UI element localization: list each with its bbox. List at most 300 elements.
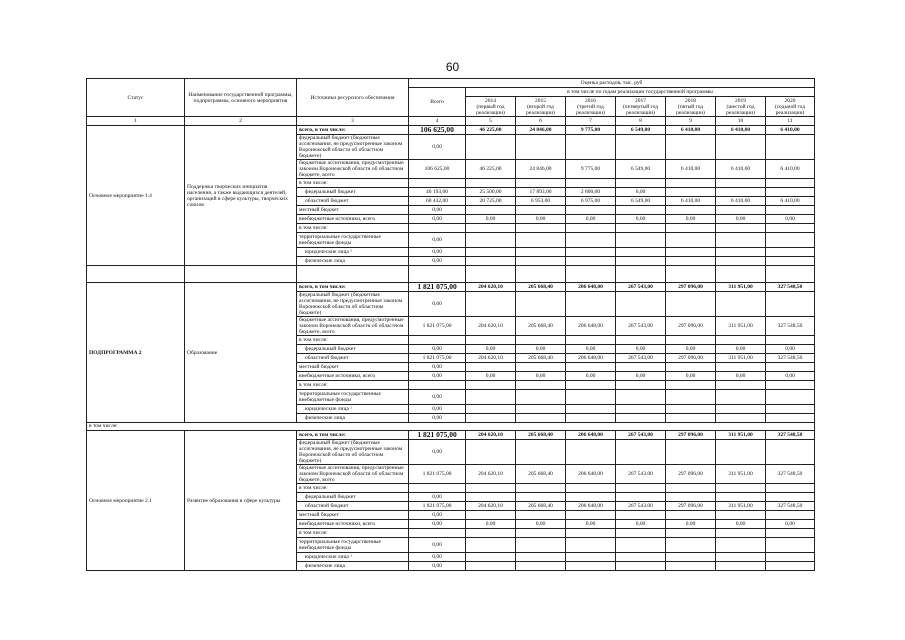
value-year: 204 620,10	[466, 502, 516, 511]
value-year	[666, 363, 716, 372]
value-total: 1 821 075,00	[409, 354, 466, 363]
header-year-2015	[516, 97, 566, 117]
value-year	[616, 257, 666, 266]
value-total: 0,00	[409, 414, 466, 423]
value-year: 267 543,00	[616, 317, 666, 336]
value-total: 1 821 075,00	[409, 283, 466, 292]
value-year	[516, 405, 566, 414]
value-year	[766, 381, 815, 390]
value-year: 0,00	[666, 372, 716, 381]
value-year	[666, 511, 716, 520]
source-label: в том числе:	[297, 224, 409, 233]
value-total	[409, 381, 466, 390]
value-year: 0,00	[766, 520, 815, 529]
value-year	[716, 493, 766, 502]
value-year	[516, 553, 566, 562]
value-year: 327 548,50	[766, 283, 815, 292]
source-label: федеральный бюджет	[297, 345, 409, 354]
value-year	[566, 224, 616, 233]
value-year	[566, 529, 616, 538]
value-year: 267 543,00	[616, 283, 666, 292]
value-year: 6 549,00	[616, 160, 666, 179]
value-year: 6 410,00	[666, 160, 716, 179]
including-label: в том числе:	[87, 423, 815, 431]
value-total: 0,00	[409, 248, 466, 257]
value-year	[666, 493, 716, 502]
value-year	[566, 562, 616, 571]
spacer-row	[87, 266, 815, 283]
value-year	[766, 529, 815, 538]
value-year	[766, 292, 815, 317]
value-year: 0,00	[616, 372, 666, 381]
value-year: 327 548,50	[766, 502, 815, 511]
value-year: 6 953,00	[516, 197, 566, 206]
column-number: 10	[716, 117, 766, 126]
header-year-2019	[716, 97, 766, 117]
value-year	[516, 538, 566, 553]
value-year: 0,00	[716, 372, 766, 381]
empty-cell	[466, 266, 516, 283]
value-year	[516, 414, 566, 423]
source-label: физические лица	[297, 414, 409, 423]
column-number: 7	[566, 117, 616, 126]
source-label: федеральный бюджет (бюджетные ассигнования, не предусмотренные законом Воронежской области об областном бюджете)	[297, 440, 409, 465]
empty-cell	[185, 266, 297, 283]
value-year: 311 951,00	[716, 317, 766, 336]
value-year: 311 951,00	[716, 283, 766, 292]
value-year: 9 775,00	[566, 160, 616, 179]
value-total: 0,00	[409, 233, 466, 248]
value-total: 0,00	[409, 520, 466, 529]
value-total: 0,00	[409, 562, 466, 571]
value-year	[566, 292, 616, 317]
value-year	[716, 224, 766, 233]
value-year	[716, 248, 766, 257]
value-year: 204 620,10	[466, 283, 516, 292]
value-total: 1 821 075,00	[409, 465, 466, 484]
value-year	[516, 562, 566, 571]
value-year: 6 410,00	[766, 160, 815, 179]
header-year-number: 2019	[735, 97, 746, 104]
value-year: 0,00	[716, 520, 766, 529]
value-year	[716, 529, 766, 538]
value-year	[566, 336, 616, 345]
value-year: 0,00	[566, 215, 616, 224]
value-year: 267 543,00	[616, 354, 666, 363]
value-year: 9 775,00	[566, 126, 616, 135]
value-total	[409, 336, 466, 345]
value-year	[466, 440, 516, 465]
value-year	[466, 257, 516, 266]
source-label: бюджетные ассигнования, предусмотренные законом Воронежской области об областном бюджете, всего	[297, 160, 409, 179]
value-year	[666, 390, 716, 405]
empty-cell	[766, 266, 815, 283]
value-year: 6 410,00	[716, 160, 766, 179]
value-year	[566, 405, 616, 414]
value-year: 24 846,00	[516, 126, 566, 135]
value-year: 6 410,00	[766, 126, 815, 135]
value-year	[466, 405, 516, 414]
value-year	[716, 553, 766, 562]
source-label: всего, в том числе:	[297, 283, 409, 292]
header-year-label: (четвертый год реализации)	[622, 103, 659, 116]
value-year: 6 410,00	[666, 126, 716, 135]
value-year: 327 548,50	[766, 465, 815, 484]
value-year	[666, 224, 716, 233]
value-year	[716, 484, 766, 493]
value-year: 0,00	[516, 520, 566, 529]
value-year	[766, 405, 815, 414]
value-year	[466, 336, 516, 345]
value-total: 1 821 075,00	[409, 431, 466, 440]
source-label: юридические лица ¹	[297, 553, 409, 562]
value-total	[409, 529, 466, 538]
source-label: федеральный бюджет (бюджетные ассигнования, не предусмотренные законом Воронежской области об областном бюджете)	[297, 135, 409, 160]
value-year	[716, 562, 766, 571]
value-year	[716, 405, 766, 414]
value-year	[466, 248, 516, 257]
value-year	[766, 179, 815, 188]
header-year-label: (первый год реализации)	[476, 103, 505, 116]
value-year	[466, 511, 516, 520]
value-total: 0,00	[409, 135, 466, 160]
value-year: 327 548,50	[766, 431, 815, 440]
value-year	[716, 135, 766, 160]
value-year	[666, 188, 716, 197]
source-label: внебюджетные источники, всего	[297, 215, 409, 224]
header-year-2014	[466, 97, 516, 117]
value-year	[516, 493, 566, 502]
value-year	[716, 511, 766, 520]
value-year	[766, 336, 815, 345]
source-label: всего, в том числе:	[297, 431, 409, 440]
source-label: территориальные государственные внебюджетные фонды	[297, 390, 409, 405]
value-year	[516, 135, 566, 160]
value-year	[616, 493, 666, 502]
value-year	[566, 493, 616, 502]
value-year	[566, 233, 616, 248]
value-total: 1 821 075,00	[409, 502, 466, 511]
value-year: 204 620,10	[466, 317, 516, 336]
value-year	[516, 390, 566, 405]
value-total: 106 625,00	[409, 160, 466, 179]
value-year	[766, 562, 815, 571]
header-year-number: 2015	[535, 97, 546, 104]
value-year	[716, 336, 766, 345]
value-year	[466, 363, 516, 372]
source-label: физические лица	[297, 562, 409, 571]
value-year: 205 668,40	[516, 431, 566, 440]
value-year: 6 549,00	[616, 126, 666, 135]
value-year	[766, 206, 815, 215]
value-year	[566, 538, 616, 553]
value-year	[666, 206, 716, 215]
value-year	[616, 440, 666, 465]
header-year-number: 2016	[585, 97, 596, 104]
value-year	[666, 257, 716, 266]
value-year	[466, 224, 516, 233]
value-year	[566, 414, 616, 423]
header-name: Наименование государственной программы, подпрограммы, основного мероприятия	[185, 79, 297, 117]
value-year: 204 620,10	[466, 431, 516, 440]
value-year	[616, 414, 666, 423]
value-year	[616, 206, 666, 215]
value-year	[666, 538, 716, 553]
row-name: Развитие образования в сфере культуры	[185, 431, 297, 571]
value-year	[766, 135, 815, 160]
source-label: федеральный бюджет (бюджетные ассигнования, не предусмотренные законом Воронежской области об областном бюджете)	[297, 292, 409, 317]
value-year	[666, 562, 716, 571]
header-source: Источники ресурсного обеспечения	[297, 79, 409, 117]
column-number: 6	[516, 117, 566, 126]
value-year	[466, 414, 516, 423]
source-label: территориальные государственные внебюджетные фонды	[297, 233, 409, 248]
value-year: 6 410,00	[666, 197, 716, 206]
row-name: Образование	[185, 283, 297, 423]
value-year	[766, 484, 815, 493]
header-year-label: (третий год реализации)	[576, 103, 605, 116]
value-year	[466, 562, 516, 571]
value-year: 311 951,00	[716, 465, 766, 484]
value-year	[766, 440, 815, 465]
value-year	[666, 381, 716, 390]
value-total	[409, 179, 466, 188]
value-year	[516, 224, 566, 233]
source-label: внебюджетные источники, всего	[297, 372, 409, 381]
value-year	[516, 363, 566, 372]
value-total	[409, 484, 466, 493]
value-year	[566, 511, 616, 520]
empty-cell	[297, 266, 409, 283]
value-year	[666, 292, 716, 317]
source-label: физические лица	[297, 257, 409, 266]
value-year	[716, 381, 766, 390]
value-year	[766, 188, 815, 197]
value-year	[666, 405, 716, 414]
value-year: 0,00	[616, 188, 666, 197]
value-year	[466, 553, 516, 562]
value-year: 267 543,00	[616, 431, 666, 440]
source-label: бюджетные ассигнования, предусмотренные законом Воронежской области об областном бюджете, всего	[297, 317, 409, 336]
value-year	[566, 179, 616, 188]
value-total	[409, 224, 466, 233]
value-year: 0,00	[616, 215, 666, 224]
value-year: 297 096,00	[666, 283, 716, 292]
table-row	[87, 126, 815, 135]
value-year	[766, 224, 815, 233]
page-number: 60	[445, 60, 460, 74]
value-year	[716, 390, 766, 405]
value-year: 2 800,00	[566, 188, 616, 197]
value-year: 205 668,40	[516, 283, 566, 292]
value-year	[766, 414, 815, 423]
value-year	[766, 511, 815, 520]
value-year	[466, 493, 516, 502]
header-status: Статус	[87, 79, 185, 117]
value-year	[766, 538, 815, 553]
value-year	[516, 511, 566, 520]
value-year: 6 410,00	[716, 126, 766, 135]
value-year: 206 648,00	[566, 431, 616, 440]
header-including: в том числе по годам реализации государственной программы	[466, 88, 815, 97]
source-label: в том числе:	[297, 529, 409, 538]
value-total: 0,00	[409, 405, 466, 414]
value-year: 297 096,00	[666, 465, 716, 484]
value-year	[616, 363, 666, 372]
including-row	[87, 423, 815, 431]
value-year	[466, 529, 516, 538]
value-year	[666, 553, 716, 562]
value-year	[466, 135, 516, 160]
value-year: 267 543,00	[616, 465, 666, 484]
value-year: 24 846,00	[516, 160, 566, 179]
value-total: 0,00	[409, 372, 466, 381]
source-label: в том числе:	[297, 381, 409, 390]
value-year	[616, 248, 666, 257]
table-row	[87, 431, 815, 440]
value-year	[566, 257, 616, 266]
value-year: 6 975,00	[566, 197, 616, 206]
value-year	[616, 538, 666, 553]
source-label: федеральный бюджет	[297, 493, 409, 502]
value-year	[466, 233, 516, 248]
source-label: местный бюджет	[297, 511, 409, 520]
column-number: 8	[616, 117, 666, 126]
value-year	[516, 233, 566, 248]
empty-cell	[716, 266, 766, 283]
value-total: 0,00	[409, 538, 466, 553]
value-year	[766, 493, 815, 502]
header-year-label: (второй год реализации)	[526, 103, 555, 116]
value-total: 0,00	[409, 215, 466, 224]
value-total: 0,00	[409, 206, 466, 215]
value-year	[616, 484, 666, 493]
value-total: 60 432,00	[409, 197, 466, 206]
value-year	[766, 390, 815, 405]
value-year	[666, 233, 716, 248]
value-total: 0,00	[409, 292, 466, 317]
value-year	[716, 206, 766, 215]
value-year: 20 725,00	[466, 197, 516, 206]
value-year	[616, 562, 666, 571]
value-year	[766, 248, 815, 257]
value-year	[766, 257, 815, 266]
header-year-label: (седьмой год реализации)	[774, 103, 806, 116]
value-year: 205 668,40	[516, 317, 566, 336]
source-label: всего, в том числе:	[297, 126, 409, 135]
column-number: 11	[766, 117, 815, 126]
value-year	[616, 553, 666, 562]
value-year: 0,00	[566, 520, 616, 529]
value-year: 25 500,00	[466, 188, 516, 197]
value-year: 0,00	[516, 372, 566, 381]
source-label: в том числе:	[297, 179, 409, 188]
value-year: 327 548,50	[766, 317, 815, 336]
value-year	[666, 484, 716, 493]
value-year: 0,00	[666, 345, 716, 354]
value-year: 0,00	[566, 345, 616, 354]
header-year-2017	[616, 97, 666, 117]
header-year-2020	[766, 97, 815, 117]
value-year: 0,00	[766, 215, 815, 224]
value-year: 206 648,00	[566, 502, 616, 511]
value-year	[566, 248, 616, 257]
value-year	[516, 292, 566, 317]
column-number: 5	[466, 117, 516, 126]
header-year-2018	[666, 97, 716, 117]
value-year	[716, 257, 766, 266]
table-header	[87, 79, 815, 126]
value-year: 206 648,00	[566, 354, 616, 363]
source-label: местный бюджет	[297, 206, 409, 215]
value-total: 0,00	[409, 363, 466, 372]
header-year-number: 2018	[685, 97, 696, 104]
value-total: 0,00	[409, 345, 466, 354]
value-year	[716, 538, 766, 553]
value-year	[566, 206, 616, 215]
value-year: 0,00	[766, 345, 815, 354]
row-status: Основное мероприятие 1.4	[87, 126, 185, 266]
value-year: 0,00	[466, 520, 516, 529]
value-year: 204 620,10	[466, 354, 516, 363]
header-year-number: 2020	[784, 97, 796, 104]
value-year: 206 648,00	[566, 283, 616, 292]
value-year	[766, 363, 815, 372]
value-year: 0,00	[616, 520, 666, 529]
value-year: 297 096,00	[666, 502, 716, 511]
source-label: юридические лица ¹	[297, 248, 409, 257]
value-year: 297 096,00	[666, 354, 716, 363]
value-year	[516, 484, 566, 493]
column-number: 4	[409, 117, 466, 126]
value-year	[716, 363, 766, 372]
value-year: 0,00	[666, 215, 716, 224]
value-year	[566, 484, 616, 493]
source-label: областной бюджет	[297, 197, 409, 206]
source-label: бюджетные ассигнования, предусмотренные законом Воронежской области об областном бюджете, всего	[297, 465, 409, 484]
header-year-label: (пятый год реализации)	[676, 103, 705, 116]
value-year	[716, 233, 766, 248]
value-year	[616, 233, 666, 248]
value-year	[466, 484, 516, 493]
header-year-number: 2017	[635, 97, 646, 104]
value-year: 206 648,00	[566, 465, 616, 484]
value-year: 205 668,40	[516, 465, 566, 484]
source-label: территориальные государственные внебюджетные фонды	[297, 538, 409, 553]
value-year	[466, 292, 516, 317]
value-year	[516, 336, 566, 345]
empty-cell	[666, 266, 716, 283]
value-year	[666, 248, 716, 257]
value-year	[616, 390, 666, 405]
value-year: 205 668,40	[516, 354, 566, 363]
value-year: 311 951,00	[716, 431, 766, 440]
value-year	[566, 440, 616, 465]
value-year	[466, 390, 516, 405]
value-total: 0,00	[409, 493, 466, 502]
value-year	[516, 381, 566, 390]
row-status: Основное мероприятие 2.1	[87, 431, 185, 571]
value-year	[566, 363, 616, 372]
value-year: 297 096,00	[666, 317, 716, 336]
value-year	[666, 135, 716, 160]
value-total: 46 193,00	[409, 188, 466, 197]
value-year	[716, 179, 766, 188]
value-year	[666, 336, 716, 345]
value-year	[516, 529, 566, 538]
source-label: местный бюджет	[297, 363, 409, 372]
value-year	[466, 538, 516, 553]
